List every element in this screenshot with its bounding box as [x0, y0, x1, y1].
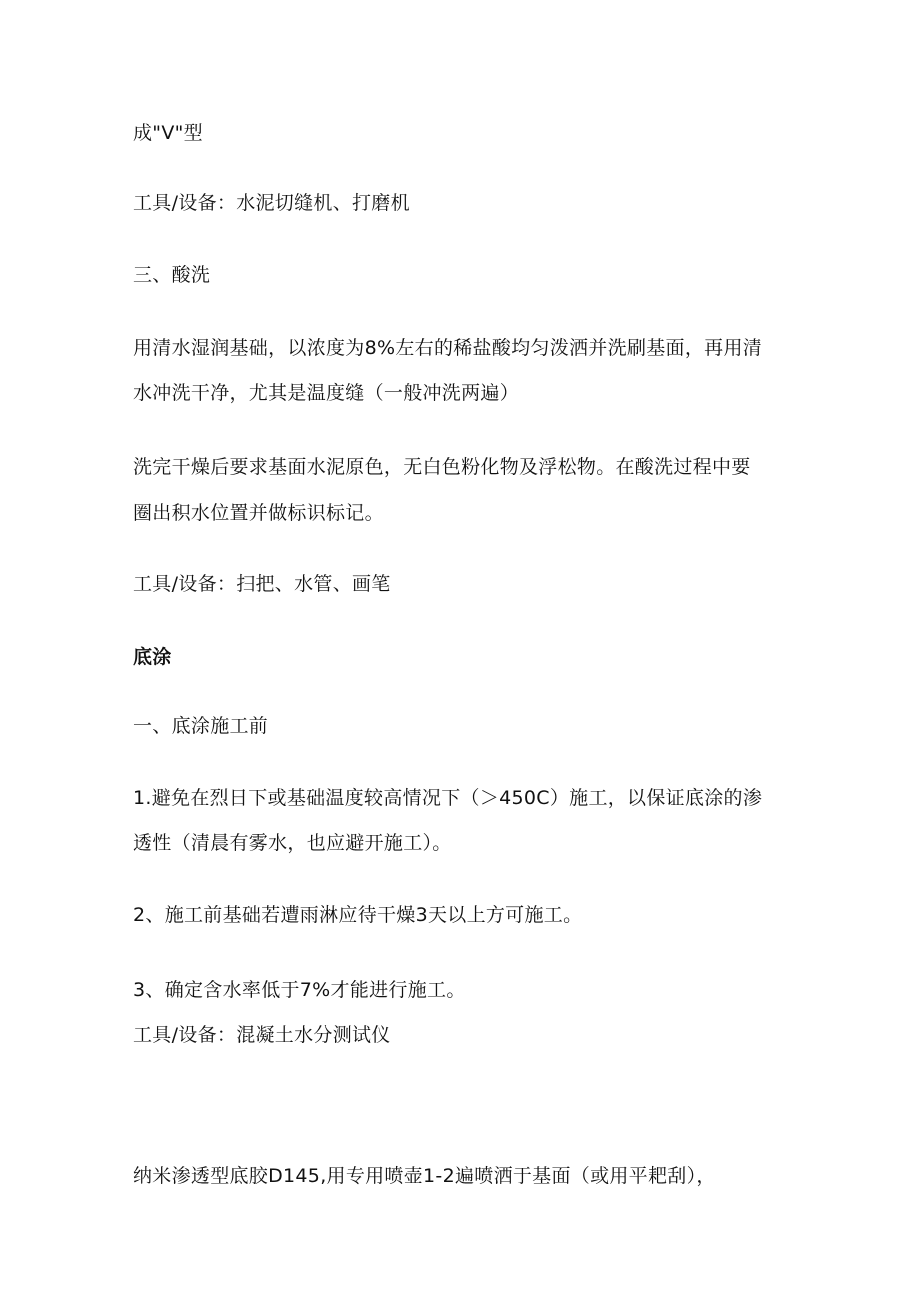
- paragraph-line: 透性（清晨有雾水，也应避开施工）。: [133, 832, 452, 854]
- tools-line: 工具/设备：扫把、水管、画笔: [133, 573, 391, 595]
- paragraph-line: 水冲洗干净，尤其是温度缝（一般冲洗两遍）: [133, 382, 520, 404]
- tools-line: 工具/设备：混凝土水分测试仪: [133, 1024, 391, 1046]
- paragraph-line: 2、施工前基础若遭雨淋应待干燥3天以上方可施工。: [133, 904, 583, 926]
- section-heading: 一、底涂施工前: [133, 715, 269, 737]
- text-line: 成"V"型: [133, 122, 203, 144]
- paragraph-line: 1.避免在烈日下或基础温度较高情况下（＞450C）施工，以保证底涂的渗: [133, 787, 763, 809]
- paragraph-line: 圈出积水位置并做标识标记。: [133, 502, 384, 524]
- section-heading: 三、酸洗: [133, 264, 211, 286]
- tools-line: 工具/设备：水泥切缝机、打磨机: [133, 192, 410, 214]
- paragraph-line: 3、确定含水率低于7%才能进行施工。: [133, 979, 466, 1001]
- paragraph-line: 用清水湿润基础，以浓度为8%左右的稀盐酸均匀泼洒并洗刷基面，再用清: [133, 337, 763, 359]
- chapter-heading: 底涂: [133, 646, 172, 668]
- paragraph-line: 洗完干燥后要求基面水泥原色，无白色粉化物及浮松物。在酸洗过程中要: [133, 456, 751, 478]
- paragraph-line: 纳米渗透型底胶D145,用专用喷壶1-2遍喷洒于基面（或用平耙刮），: [133, 1165, 716, 1187]
